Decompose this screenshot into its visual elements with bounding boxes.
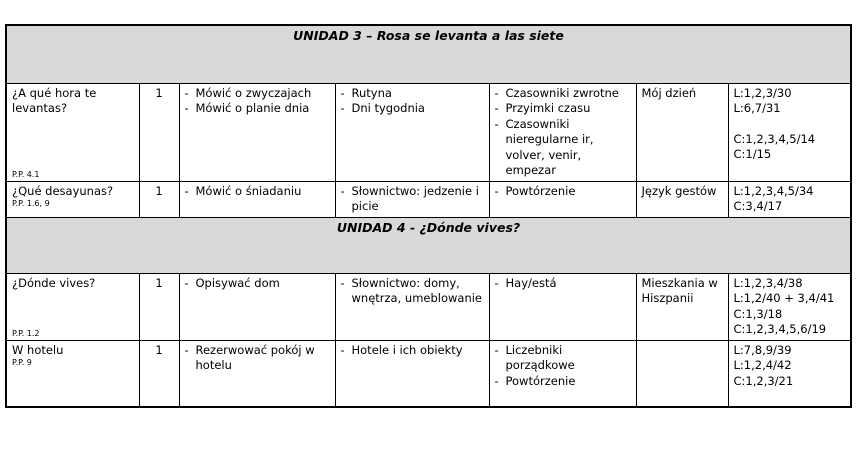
vocabulary-cell (335, 181, 489, 217)
list-item: - Powtórzenie (495, 374, 631, 390)
list-item: - Rutyna (341, 86, 484, 102)
lesson-title-cell (6, 181, 139, 217)
lesson-hours: 1 (139, 273, 179, 340)
culture-cell (636, 340, 728, 407)
reference: L:1,2,3/30 (733, 85, 792, 100)
list-item: - Mówić o śniadaniu (185, 184, 330, 200)
reference: C:3,4/17 (733, 199, 783, 213)
list-item: - Słownictwo: domy, wnętrza, umeblowanie (341, 276, 484, 307)
list-item: - Opisywać dom (185, 276, 330, 292)
lesson-title-cell (6, 83, 139, 181)
lesson-title: ¿Dónde vives? (12, 275, 96, 290)
lesson-pp: P.P. 4.1 (12, 169, 40, 179)
references-cell (728, 273, 851, 340)
list-item: - Mówić o planie dnia (185, 101, 330, 117)
lesson-hours: 1 (139, 83, 179, 181)
culture-cell: Mieszkania w Hiszpanii (636, 273, 728, 340)
reference: L:1,2,4/42 (733, 358, 792, 372)
vocabulary-cell (335, 340, 489, 407)
reference: C:1,2,3,4,5/14 (733, 131, 816, 146)
reference: L:1,2,3,4,5/34 (733, 183, 814, 198)
reference: C:1/15 (733, 147, 772, 161)
vocabulary-cell (335, 273, 489, 340)
unit-title: UNIDAD 3 – Rosa se levanta a las siete (6, 25, 851, 83)
references-cell (728, 83, 851, 181)
lesson-title: ¿A qué hora te levantas? (12, 85, 97, 115)
functions-cell (179, 181, 335, 217)
reference: L:1,2/40 + 3,4/41 (733, 291, 835, 305)
grammar-cell (489, 83, 636, 181)
list-item: - Przyimki czasu (495, 101, 631, 117)
reference: C:1,2,3/21 (733, 373, 794, 388)
reference: C:1,3/18 (733, 306, 783, 321)
list-item: - Powtórzenie (495, 184, 631, 200)
grammar-cell (489, 273, 636, 340)
list-item: - Dni tygodnia (341, 101, 484, 117)
list-item: - Mówić o zwyczajach (185, 86, 330, 102)
table-row (6, 83, 851, 181)
table-row (6, 181, 851, 217)
lesson-hours: 1 (139, 181, 179, 217)
references-cell (728, 181, 851, 217)
reference: L:6,7/31 (733, 101, 781, 115)
lesson-title: ¿Qué desayunas? (12, 183, 114, 198)
functions-cell (179, 273, 335, 340)
functions-cell (179, 83, 335, 181)
list-item: - Liczebniki porządkowe (495, 343, 631, 374)
references-cell (728, 340, 851, 407)
list-item: - Rezerwować pokój w hotelu (185, 343, 330, 374)
vocabulary-cell (335, 83, 489, 181)
functions-cell (179, 340, 335, 407)
lesson-pp: P.P. 1.2 (12, 328, 40, 338)
unit-title: UNIDAD 4 - ¿Dónde vives? (6, 217, 851, 273)
lesson-title-cell (6, 273, 139, 340)
lesson-pp: P.P. 1.6, 9 (12, 199, 50, 208)
culture-cell: Mój dzień (636, 83, 728, 181)
list-item: - Czasowniki nieregularne ir, volver, venir, empezar (495, 117, 631, 179)
table-row (6, 273, 851, 340)
culture-cell: Język gestów (636, 181, 728, 217)
reference: L:1,2,3,4/38 (733, 275, 803, 290)
grammar-cell (489, 181, 636, 217)
list-item: - Hotele i ich obiekty (341, 343, 484, 359)
unit-header-row (6, 25, 851, 83)
list-item: - Słownictwo: jedzenie i picie (341, 184, 484, 215)
reference: C:1,2,3,4,5,6/19 (733, 322, 827, 336)
reference: L:7,8,9/39 (733, 342, 792, 357)
lesson-pp: P.P. 9 (12, 358, 32, 367)
lesson-title-cell (6, 340, 139, 407)
lesson-plan-table (5, 24, 852, 408)
table-row (6, 340, 851, 407)
unit-header-row (6, 217, 851, 273)
list-item: - Hay/está (495, 276, 631, 292)
list-item: - Czasowniki zwrotne (495, 86, 631, 102)
lesson-title: W hotelu (12, 342, 64, 357)
grammar-cell (489, 340, 636, 407)
lesson-hours: 1 (139, 340, 179, 407)
